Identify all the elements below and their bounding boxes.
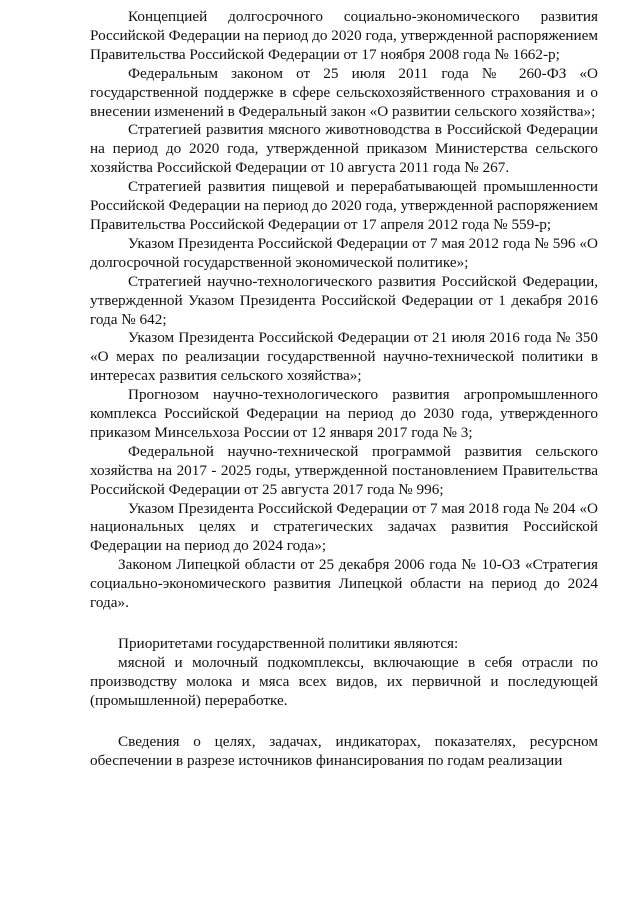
paragraph-concept-2020: Концепцией долгосрочного социально-экономического развития Российской Федерации на период до 2020 года, утвержденной распоряжением Правительства Российской Федерации от 17 ноября 2008 года № 1662-р; bbox=[90, 8, 598, 63]
priorities-item: мясной и молочный подкомплексы, включающие в себя отрасли по производству молока и мяса всех видов, их первичной и последующей (промышленной) переработке. bbox=[90, 653, 598, 709]
section-gap bbox=[90, 613, 598, 635]
paragraph-food-industry-strategy: Стратегией развития пищевой и перерабатывающей промышленности Российской Федерации на период до 2020 года, утвержденной распоряжением Правительства Российской Федерации от 17 апреля 2012 года № 559-р; bbox=[90, 178, 598, 233]
closing-paragraph: Сведения о целях, задачах, индикаторах, показателях, ресурсном обеспечении в разрезе источников финансирования по годам реализации bbox=[90, 732, 598, 769]
priorities-heading: Приоритетами государственной политики являются: bbox=[118, 635, 459, 652]
paragraph-decree-596: Указом Президента Российской Федерации от 7 мая 2012 года № 596 «О долгосрочной государственной экономической политике»; bbox=[90, 234, 598, 271]
paragraph-agro-forecast: Прогнозом научно-технологического развития агропромышленного комплекса Российской Федерации на период до 2030 года, утвержденного приказом Минсельхоза России от 12 января 2017 года № 3; bbox=[90, 386, 598, 441]
paragraph-federal-program: Федеральной научно-технической программой развития сельского хозяйства на 2017 - 2025 годы, утвержденной постановлением Правительства Российской Федерации от 25 августа 2017 года № 996; bbox=[90, 442, 598, 498]
paragraph-meat-strategy: Стратегией развития мясного животноводства в Российской Федерации на период до 2020 года, утвержденной приказом Министерства сельского хозяйства Российской Федерации от 10 августа 2011 года № 267. bbox=[90, 121, 598, 177]
document-body bbox=[90, 8, 598, 770]
paragraph-sci-tech-strategy: Стратегией научно-технологического развития Российской Федерации, утвержденной Указом Президента Российской Федерации от 1 декабря 2016 года № 642; bbox=[90, 272, 598, 328]
paragraph-decree-204: Указом Президента Российской Федерации от 7 мая 2018 года № 204 «О национальных целях и стратегических задачах развития Российской Федерации на период до 2024 года»; bbox=[90, 499, 598, 555]
paragraph-decree-350: Указом Президента Российской Федерации от 21 июля 2016 года № 350 «О мерах по реализации государственной научно-технической политики в интересах развития сельского хозяйства»; bbox=[90, 329, 598, 385]
paragraph-lipetsk-law: Законом Липецкой области от 25 декабря 2006 года № 10-ОЗ «Стратегия социально-экономического развития Липецкой области на период до 2024 года». bbox=[90, 556, 598, 612]
section-gap-2 bbox=[90, 711, 598, 733]
paragraph-federal-law-260: Федеральным законом от 25 июля 2011 года № 260-ФЗ «О государственной поддержке в сфере сельскохозяйственного страхования и о внесении изменений в Федеральный закон «О развитии сельского хозяйства»; bbox=[90, 64, 598, 120]
